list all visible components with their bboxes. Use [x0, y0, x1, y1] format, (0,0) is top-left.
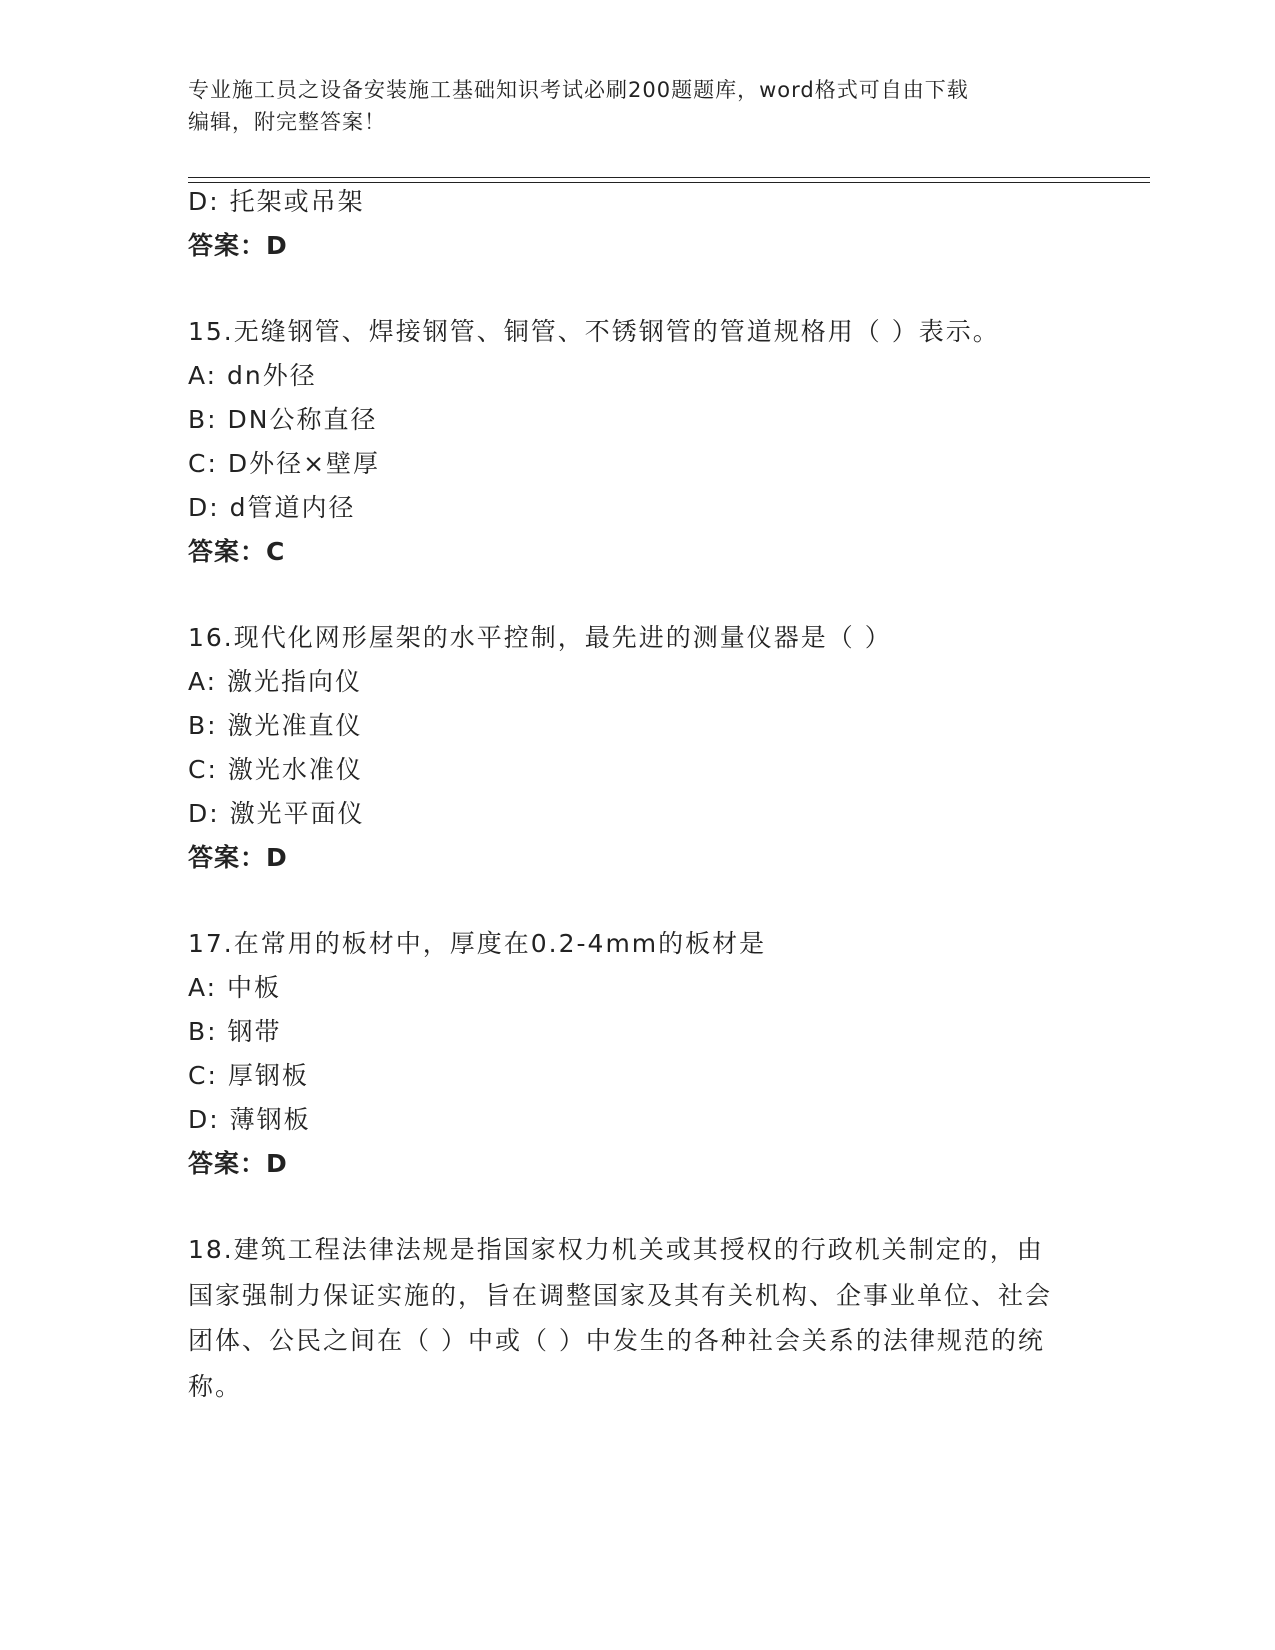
- question-17-option-d: D: 薄钢板: [188, 1105, 311, 1134]
- question-15-option-b: B: DN公称直径: [188, 405, 378, 434]
- question-16-answer: 答案：D: [188, 843, 288, 872]
- question-17-option-a: A: 中板: [188, 973, 282, 1002]
- question-16-stem: 16.现代化网形屋架的水平控制，最先进的测量仪器是（ ）: [188, 623, 892, 652]
- prev-answer: 答案：D: [188, 231, 288, 260]
- question-15-option-d: D: d管道内径: [188, 493, 356, 522]
- question-17-answer: 答案：D: [188, 1149, 288, 1178]
- question-17-option-b: B: 钢带: [188, 1017, 282, 1046]
- header-divider-bottom: [188, 182, 1150, 183]
- question-17-option-c: C: 厚钢板: [188, 1061, 309, 1090]
- prev-option-d: D: 托架或吊架: [188, 187, 365, 216]
- header-line-1: 专业施工员之设备安装施工基础知识考试必刷200题题库，word格式可自由下载: [188, 78, 969, 102]
- question-17-stem: 17.在常用的板材中，厚度在0.2-4mm的板材是: [188, 929, 767, 958]
- question-15-option-a: A: dn外径: [188, 361, 317, 390]
- question-18-stem: 18.建筑工程法律法规是指国家权力机关或其授权的行政机关制定的，由国家强制力保证实施的，旨在调整国家及其有关机构、企事业单位、社会团体、公民之间在（ ）中或（ ）中发生的各种社会关系的法律规范的统称。: [188, 1235, 1053, 1401]
- question-15-option-c: C: D外径×壁厚: [188, 449, 381, 478]
- question-16-option-d: D: 激光平面仪: [188, 799, 365, 828]
- question-16-option-b: B: 激光准直仪: [188, 711, 363, 740]
- question-15-stem: 15.无缝钢管、焊接钢管、铜管、不锈钢管的管道规格用（ ）表示。: [188, 317, 1000, 346]
- document-header: [188, 74, 1068, 138]
- header-divider-top: [188, 177, 1150, 178]
- question-15-answer: 答案：C: [188, 537, 286, 566]
- question-16-option-a: A: 激光指向仪: [188, 667, 363, 696]
- question-16-option-c: C: 激光水准仪: [188, 755, 363, 784]
- header-line-2: 编辑，附完整答案！: [188, 110, 386, 134]
